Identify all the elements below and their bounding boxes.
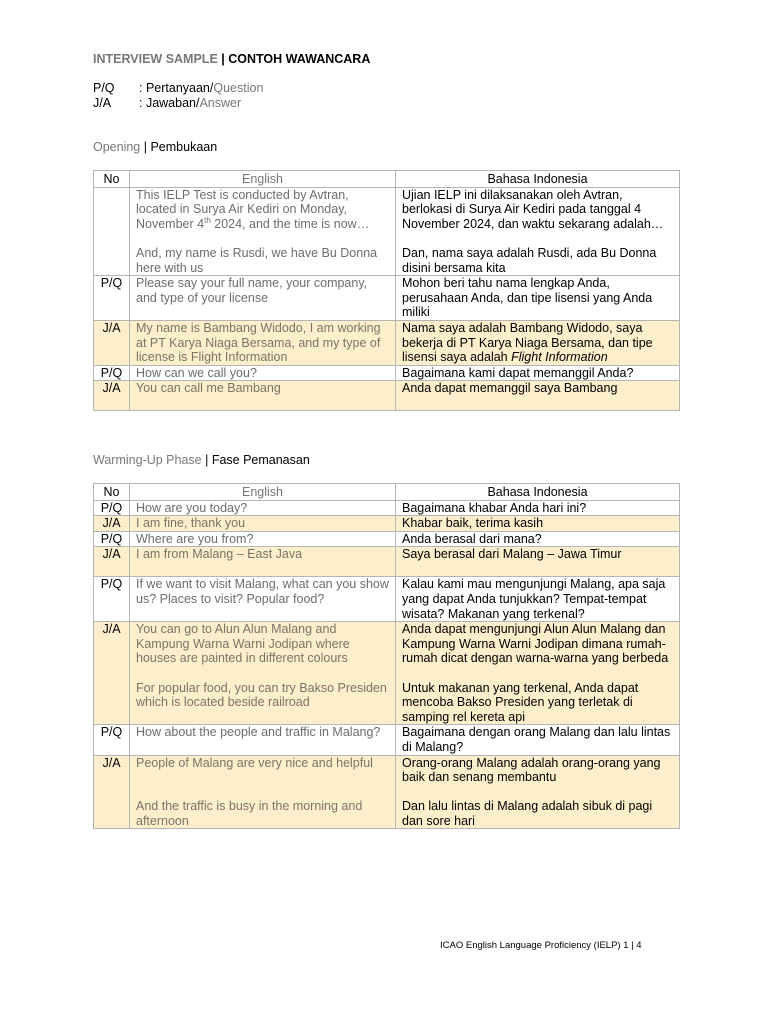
title-indonesian: CONTOH WAWANCARA [228, 52, 371, 66]
table-row [94, 320, 680, 365]
indonesian-cell [396, 320, 680, 365]
title-english: INTERVIEW SAMPLE [93, 52, 218, 66]
legend-en-text: Question [213, 81, 264, 95]
indonesian-italic-term: Flight Information [511, 350, 608, 365]
legend-code: J/A [93, 96, 112, 110]
legend-id-text: : Jawaban/ [139, 96, 200, 110]
english-text: You can go to Alun Alun Malang and Kampung Warna Warni Jodipan where houses are painted in different colours [136, 622, 350, 666]
warmup-heading-id: Fase Pemanasan [211, 453, 310, 467]
english-text: My name is Bambang Widodo, I am working at PT Karya Niaga Bersama, and my type of license is Flight Information [130, 320, 396, 365]
indonesian-text: Khabar baik, terima kasih [396, 516, 680, 532]
english-text: I am from Malang – East Java [130, 547, 396, 577]
english-text: People of Malang are very nice and helpful [136, 755, 373, 770]
indonesian-text: Dan lalu lintas di Malang adalah sibuk di pagi dan sore hari [402, 799, 653, 828]
table-row [94, 276, 680, 321]
warmup-heading [93, 453, 310, 467]
indonesian-text: Bagaimana kami dapat memanggil Anda? [396, 365, 680, 381]
indonesian-cell [396, 187, 680, 276]
indonesian-text: Mohon beri tahu nama lengkap Anda, perusahaan Anda, dan tipe lisensi yang Anda miliki [396, 276, 680, 321]
english-text: You can call me Bambang [130, 381, 396, 411]
row-number: J/A [94, 622, 130, 725]
legend-id-text: : Pertanyaan/ [139, 81, 214, 95]
header-no: No [94, 484, 130, 501]
row-number: P/Q [94, 577, 130, 622]
heading-separator: | [140, 140, 151, 154]
english-text: For popular food, you can try Bakso Presiden which is located beside railroad [136, 680, 387, 710]
english-cell [130, 622, 396, 725]
english-text: How about the people and traffic in Malang? [130, 725, 396, 755]
heading-separator: | [201, 453, 212, 467]
row-number: P/Q [94, 365, 130, 381]
table-header-row [94, 171, 680, 188]
table-row [94, 622, 680, 725]
document-title [93, 52, 370, 66]
legend-code: P/Q [93, 81, 115, 95]
english-text: I am fine, thank you [130, 516, 396, 532]
opening-heading-en: Opening [93, 140, 141, 154]
opening-heading-id: Pembukaan [150, 140, 218, 154]
table-row [94, 365, 680, 381]
row-number: J/A [94, 755, 130, 829]
table-row [94, 577, 680, 622]
english-text: How can we call you? [130, 365, 396, 381]
opening-table [93, 170, 680, 411]
row-number: P/Q [94, 276, 130, 321]
header-no: No [94, 171, 130, 188]
opening-heading [93, 140, 217, 154]
english-cell [130, 755, 396, 829]
english-cell [130, 187, 396, 276]
row-number: P/Q [94, 500, 130, 516]
row-number: P/Q [94, 725, 130, 755]
english-text: If we want to visit Malang, what can you show us? Places to visit? Popular food? [130, 577, 396, 622]
english-text: And, my name is Rusdi, we have Bu Donna here with us [136, 245, 378, 275]
table-row [94, 531, 680, 547]
table-row [94, 187, 680, 276]
indonesian-text: Nama saya adalah Bambang Widodo, saya bekerja di PT Karya Niaga Bersama, dan tipe lisensi saya adalah [402, 320, 653, 365]
table-row [94, 500, 680, 516]
table-row [94, 381, 680, 411]
indonesian-text: Anda berasal dari mana? [396, 531, 680, 547]
row-number: P/Q [94, 531, 130, 547]
indonesian-text: Anda dapat mengunjungi Alun Alun Malang dan Kampung Warna Warni Jodipan dimana rumah-rumah dicat dengan warna-warna yang berbeda [402, 622, 669, 666]
row-number: J/A [94, 381, 130, 411]
warmup-table [93, 483, 680, 829]
indonesian-text: Bagaimana khabar Anda hari ini? [396, 500, 680, 516]
title-separator: | [217, 52, 229, 66]
header-english: English [130, 484, 396, 501]
indonesian-cell [396, 622, 680, 725]
page-footer: ICAO English Language Proficiency (IELP) 1 | 4 [440, 940, 642, 951]
header-indonesian: Bahasa Indonesia [396, 484, 680, 501]
row-number [94, 187, 130, 276]
legend-question [93, 81, 263, 95]
indonesian-text: Dan, nama saya adalah Rusdi, ada Bu Donna disini bersama kita [402, 245, 657, 275]
legend-answer [93, 96, 241, 110]
english-text: Please say your full name, your company, and type of your license [130, 276, 396, 321]
indonesian-text: Anda dapat memanggil saya Bambang [396, 381, 680, 411]
indonesian-text: Orang-orang Malang adalah orang-orang yang baik dan senang membantu [402, 755, 661, 785]
indonesian-text: Bagaimana dengan orang Malang dan lalu lintas di Malang? [396, 725, 680, 755]
indonesian-text: Ujian IELP ini dilaksanakan oleh Avtran, berlokasi di Surya Air Kediri pada tanggal 4 November 2024, dan waktu sekarang adalah… [402, 187, 664, 231]
row-number: J/A [94, 547, 130, 577]
english-text-part: This IELP Test is conducted by Avtran, located in Surya Air Kediri on Monday, November 4 [136, 187, 349, 231]
english-text-tail: 2024, and the time is now… [210, 216, 370, 231]
header-english: English [130, 171, 396, 188]
warmup-heading-en: Warming-Up Phase [93, 453, 202, 467]
english-text: Where are you from? [130, 531, 396, 547]
english-text: How are you today? [130, 500, 396, 516]
indonesian-text: Kalau kami mau mengunjungi Malang, apa saja yang dapat Anda tunjukkan? Tempat-tempat wisata? Makanan yang terkenal? [396, 577, 680, 622]
ordinal-suffix: th [204, 215, 211, 225]
english-text [136, 188, 389, 232]
header-indonesian: Bahasa Indonesia [396, 171, 680, 188]
indonesian-cell [396, 755, 680, 829]
table-header-row [94, 484, 680, 501]
table-row [94, 547, 680, 577]
row-number: J/A [94, 516, 130, 532]
table-row [94, 755, 680, 829]
legend-en-text: Answer [199, 96, 242, 110]
english-text: And the traffic is busy in the morning and afternoon [136, 799, 363, 828]
indonesian-text: Saya berasal dari Malang – Jawa Timur [396, 547, 680, 577]
row-number: J/A [94, 320, 130, 365]
table-row [94, 725, 680, 755]
table-row [94, 516, 680, 532]
indonesian-text: Untuk makanan yang terkenal, Anda dapat mencoba Bakso Presiden yang terletak di samping rel kereta api [402, 680, 639, 724]
